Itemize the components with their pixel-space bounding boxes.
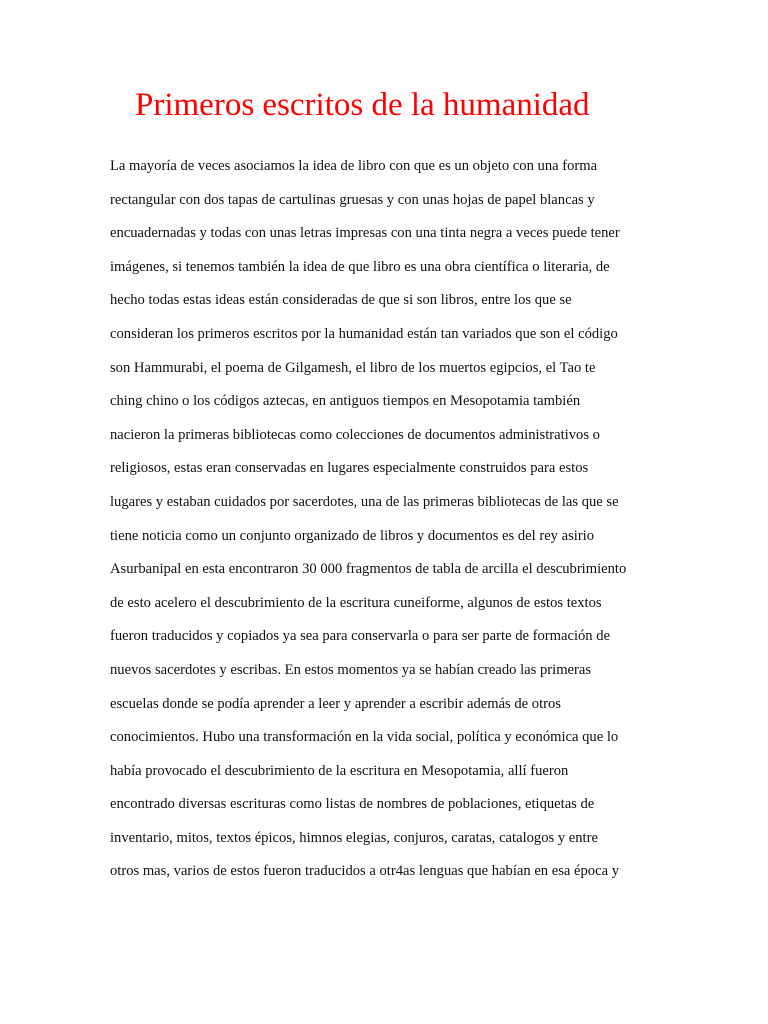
- body-line: hecho todas estas ideas están consideradas de que si son libros, entre los que se: [110, 292, 572, 309]
- body-line: nacieron la primeras bibliotecas como colecciones de documentos administrativos o: [110, 426, 600, 443]
- body-line: encontrado diversas escrituras como listas de nombres de poblaciones, etiquetas de: [110, 796, 595, 813]
- body-line: imágenes, si tenemos también la idea de que libro es una obra científica o literaria, de: [110, 258, 610, 275]
- body-line: rectangular con dos tapas de cartulinas gruesas y con unas hojas de papel blancas y: [110, 191, 595, 208]
- body-line: La mayoría de veces asociamos la idea de libro con que es un objeto con una forma: [110, 158, 598, 174]
- body-line: ching chino o los códigos aztecas, en antiguos tiempos en Mesopotamia también: [110, 393, 581, 410]
- body-line: lugares y estaban cuidados por sacerdotes, una de las primeras bibliotecas de las que se: [110, 493, 619, 510]
- body-line: fueron traducidos y copiados ya sea para conservarla o para ser parte de formación de: [110, 628, 611, 645]
- body-line: encuadernadas y todas con unas letras impresas con una tinta negra a veces puede tener: [110, 225, 620, 242]
- body-line: escuelas donde se podía aprender a leer y aprender a escribir además de otros: [110, 695, 561, 712]
- body-line: consideran los primeros escritos por la humanidad están tan variados que son el código: [110, 325, 618, 342]
- body-line: Asurbanipal en esta encontraron 30 000 fragmentos de tabla de arcilla el descubrimiento: [110, 561, 627, 578]
- body-line: tiene noticia como un conjunto organizado de libros y documentos es del rey asirio: [110, 527, 595, 544]
- body-line: inventario, mitos, textos épicos, himnos elegias, conjuros, caratas, catalogos y entre: [110, 829, 598, 846]
- body-line: son Hammurabi, el poema de Gilgamesh, el libro de los muertos egipcios, el Tao te: [110, 359, 596, 376]
- body-line: de esto acelero el descubrimiento de la escritura cuneiforme, algunos de estos textos: [110, 594, 602, 611]
- body-line: religiosos, estas eran conservadas en lugares especialmente construidos para estos: [110, 460, 589, 477]
- body-line: otros mas, varios de estos fueron traducidos a otr4as lenguas que habían en esa época y: [110, 863, 619, 880]
- body-line: había provocado el descubrimiento de la escritura en Mesopotamia, allí fueron: [110, 762, 569, 779]
- document-body: [110, 150, 670, 889]
- document-title: Primeros escritos de la humanidad: [135, 87, 590, 123]
- body-line: nuevos sacerdotes y escribas. En estos momentos ya se habían creado las primeras: [110, 661, 592, 678]
- body-line: conocimientos. Hubo una transformación en la vida social, política y económica que lo: [110, 729, 619, 746]
